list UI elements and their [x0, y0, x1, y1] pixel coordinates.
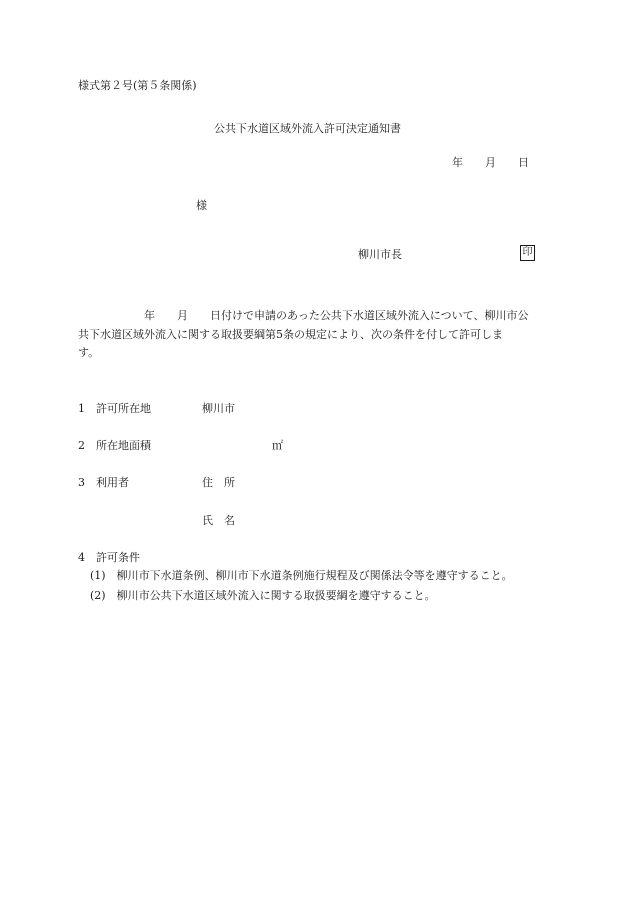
- item-area-unit: ㎡: [272, 439, 283, 452]
- seal-mark: 印: [520, 245, 535, 261]
- item-area-label: 2 所在地面積: [78, 439, 151, 452]
- item-location-label: 1 許可所在地: [78, 402, 151, 415]
- item-location-value: 柳川市: [202, 402, 235, 415]
- item-user-address-label: 住 所: [202, 476, 235, 489]
- item-user-label: 3 利用者: [78, 476, 129, 489]
- body-line-3: す。: [78, 346, 100, 359]
- body-line-2: 共下水道区域外流入に関する取扱要綱第5条の規定により、次の条件を付して許可しま: [78, 327, 503, 341]
- item-conditions-label: 4 許可条件: [78, 551, 140, 564]
- form-label: 様式第２号(第５条関係): [78, 79, 197, 92]
- body-line-1: 年 月 日付けで申請のあった公共下水道区域外流入について、柳川市公: [78, 309, 529, 322]
- item-user-name-label: 氏 名: [202, 514, 235, 527]
- condition-item-1: (1) 柳川市下水道条例、柳川市下水道条例施行規程及び関係法令等を遵守すること。: [90, 569, 513, 582]
- addressee-honorific: 様: [196, 199, 207, 212]
- date-line: 年 月 日: [452, 156, 529, 169]
- issuer-name: 柳川市長: [358, 248, 402, 261]
- document-title: 公共下水道区域外流入許可決定通知書: [214, 122, 401, 135]
- body-paragraph: [78, 307, 556, 363]
- condition-item-2: (2) 柳川市公共下水道区域外流入に関する取扱要綱を遵守すること。: [90, 589, 436, 602]
